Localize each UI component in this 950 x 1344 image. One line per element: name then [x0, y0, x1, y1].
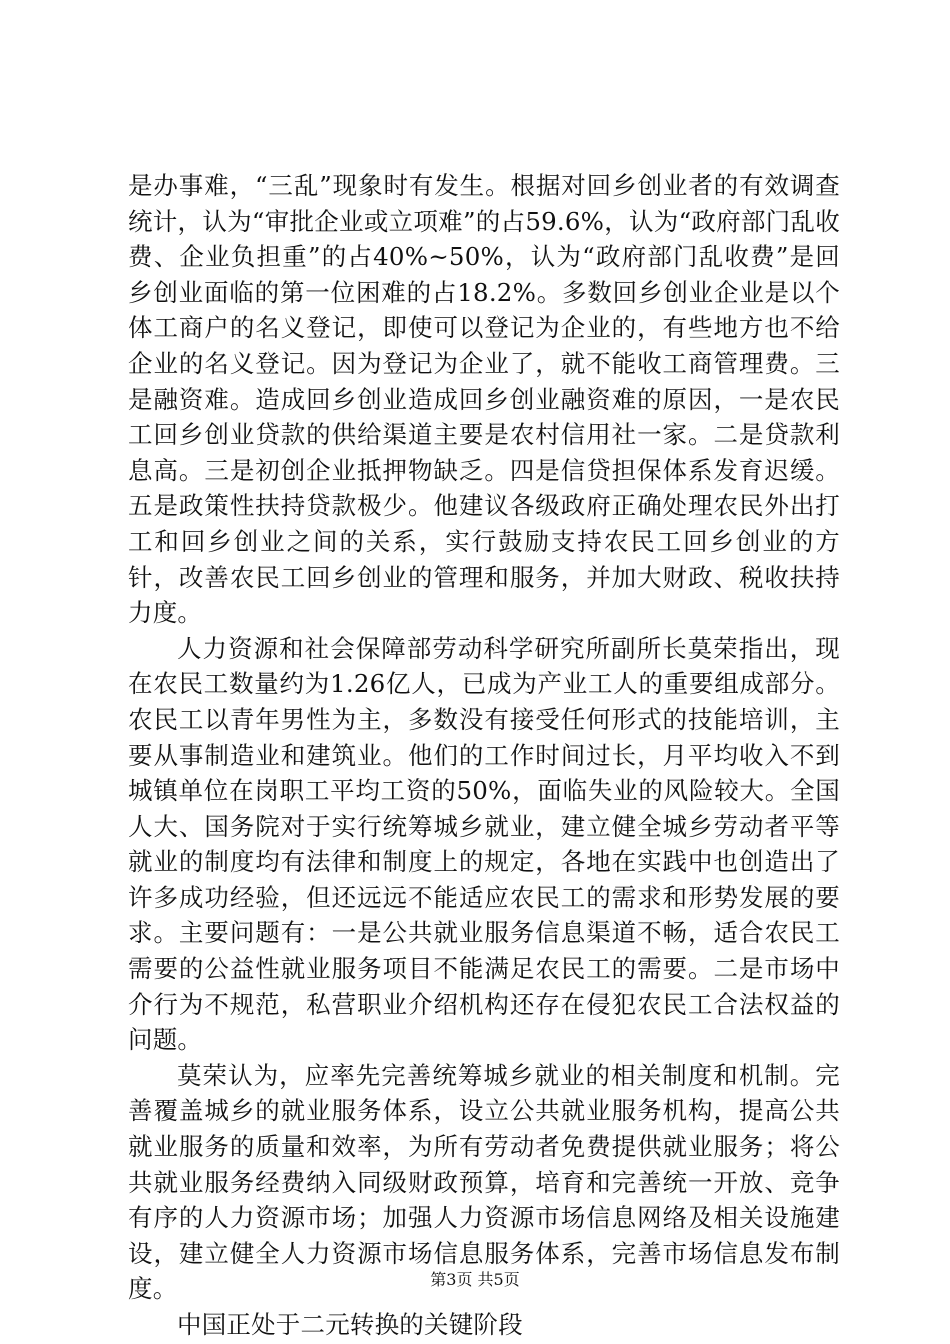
paragraph-continued: 是办事难，“三乱”现象时有发生。根据对回乡创业者的有效调查统计，认为“审批企业或立项难”的占59.6%，认为“政府部门乱收费、企业负担重”的占40%~50%，认为“政府部门乱收费”是回乡创业面临的第一位困难的占18.2%。多数回乡创业企业是以个体工商户的名义登记，即使可以登记为企业的，有些地方也不给企业的名义登记。因为登记为企业了，就不能收工商管理费。三是融资难。造成回乡创业造成回乡创业融资难的原因，一是农民工回乡创业贷款的供给渠道主要是农村信用社一家。二是贷款利息高。三是初创企业抵押物缺乏。四是信贷担保体系发育迟缓。五是政策性扶持贷款极少。他建议各级政府正确处理农民外出打工和回乡创业之间的关系，实行鼓励支持农民工回乡创业的方针，改善农民工回乡创业的管理和服务，并加大财政、税收扶持力度。	[128, 171, 840, 628]
document-body	[128, 168, 840, 1343]
page-number-footer: 第3页 共5页	[430, 1270, 520, 1289]
paragraph-mo-rong-findings: 人力资源和社会保障部劳动科学研究所副所长莫荣指出，现在农民工数量约为1.26亿人，已成为产业工人的重要组成部分。农民工以青年男性为主，多数没有接受任何形式的技能培训，主要从事制造业和建筑业。他们的工作时间过长，月平均收入不到城镇单位在岗职工平均工资的50%，面临失业的风险较大。全国人大、国务院对于实行统筹城乡就业，建立健全城乡劳动者平等就业的制度均有法律和制度上的规定，各地在实践中也创造出了许多成功经验，但还远远不能适应农民工的需求和形势发展的要求。主要问题有：一是公共就业服务信息渠道不畅，适合农民工需要的公益性就业服务项目不能满足农民工的需要。二是市场中介行为不规范，私营职业介绍机构还存在侵犯农民工合法权益的问题。	[128, 633, 840, 1055]
paragraph-mo-rong-recommendations: 莫荣认为，应率先完善统筹城乡就业的相关制度和机制。完善覆盖城乡的就业服务体系，设立公共就业服务机构，提高公共就业服务的质量和效率，为所有劳动者免费提供就业服务；将公共就业服务经费纳入同级财政预算，培育和完善统一开放、竞争有序的人力资源市场；加强人力资源市场信息网络及相关设施建设，建立健全人力资源市场信息服务体系，完善市场信息发布制度。	[128, 1060, 840, 1304]
section-heading: 中国正处于二元转换的关键阶段	[177, 1310, 523, 1339]
